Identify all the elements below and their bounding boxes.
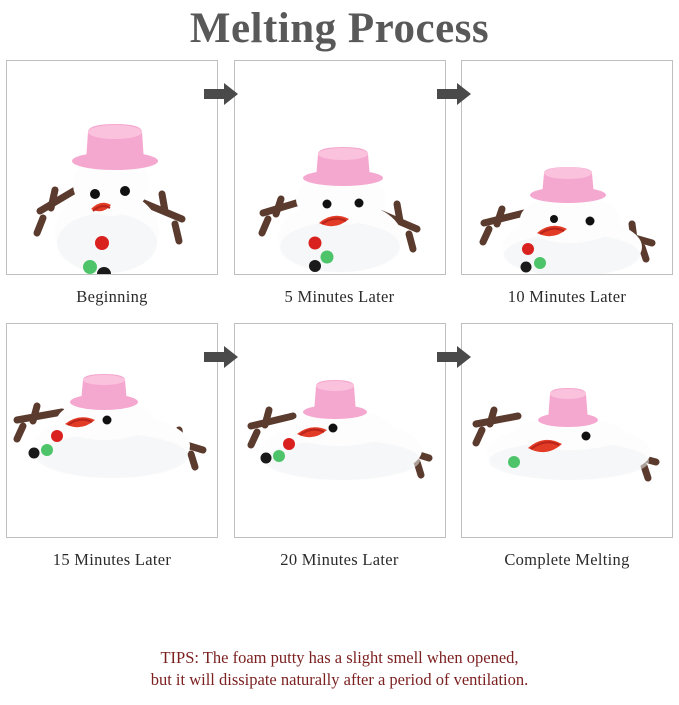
- step-cell-4: [6, 323, 218, 570]
- step-cell-1: [6, 60, 218, 307]
- page-title: Melting Process: [189, 5, 490, 52]
- tips-line-1: TIPS: The foam putty has a slight smell when opened,: [160, 648, 519, 667]
- step-cell-6: [461, 323, 673, 570]
- step-caption-1: Beginning: [76, 287, 148, 306]
- snowman-stage-2-illustration: [462, 61, 672, 274]
- step-image-frame-2: [234, 60, 446, 275]
- step-image-frame-5: [234, 323, 446, 538]
- step-caption-3: 10 Minutes Later: [507, 287, 627, 306]
- tips-line-2: but it will dissipate naturally after a period of ventilation.: [150, 670, 529, 689]
- snowman-stage-5-illustration: [462, 324, 672, 537]
- tips-note: [0, 647, 679, 691]
- steps-row-1: [6, 60, 673, 307]
- step-caption-2: 5 Minutes Later: [284, 287, 395, 306]
- snowman-stage-4-illustration: [235, 324, 445, 537]
- arrow-right-icon-4: [437, 346, 471, 368]
- step-image-frame-6: [461, 323, 673, 538]
- step-image-frame-3: [461, 60, 673, 275]
- step-image-frame-1: [6, 60, 218, 275]
- step-cell-5: [234, 323, 446, 570]
- step-cell-3: [461, 60, 673, 307]
- arrow-right-icon-3: [204, 346, 238, 368]
- step-image-frame-4: [6, 323, 218, 538]
- steps-grid: [0, 60, 679, 570]
- arrow-right-icon-2: [437, 83, 471, 105]
- step-caption-4: 15 Minutes Later: [52, 550, 172, 569]
- step-caption-5: 20 Minutes Later: [280, 550, 399, 569]
- step-caption-6: Complete Melting: [504, 550, 630, 569]
- step-cell-2: [234, 60, 446, 307]
- snowman-stage-0-illustration: [7, 61, 217, 274]
- steps-row-2: [6, 323, 673, 570]
- snowman-stage-1-illustration: [235, 61, 445, 274]
- snowman-stage-3-illustration: [7, 324, 217, 537]
- arrow-right-icon-1: [204, 83, 238, 105]
